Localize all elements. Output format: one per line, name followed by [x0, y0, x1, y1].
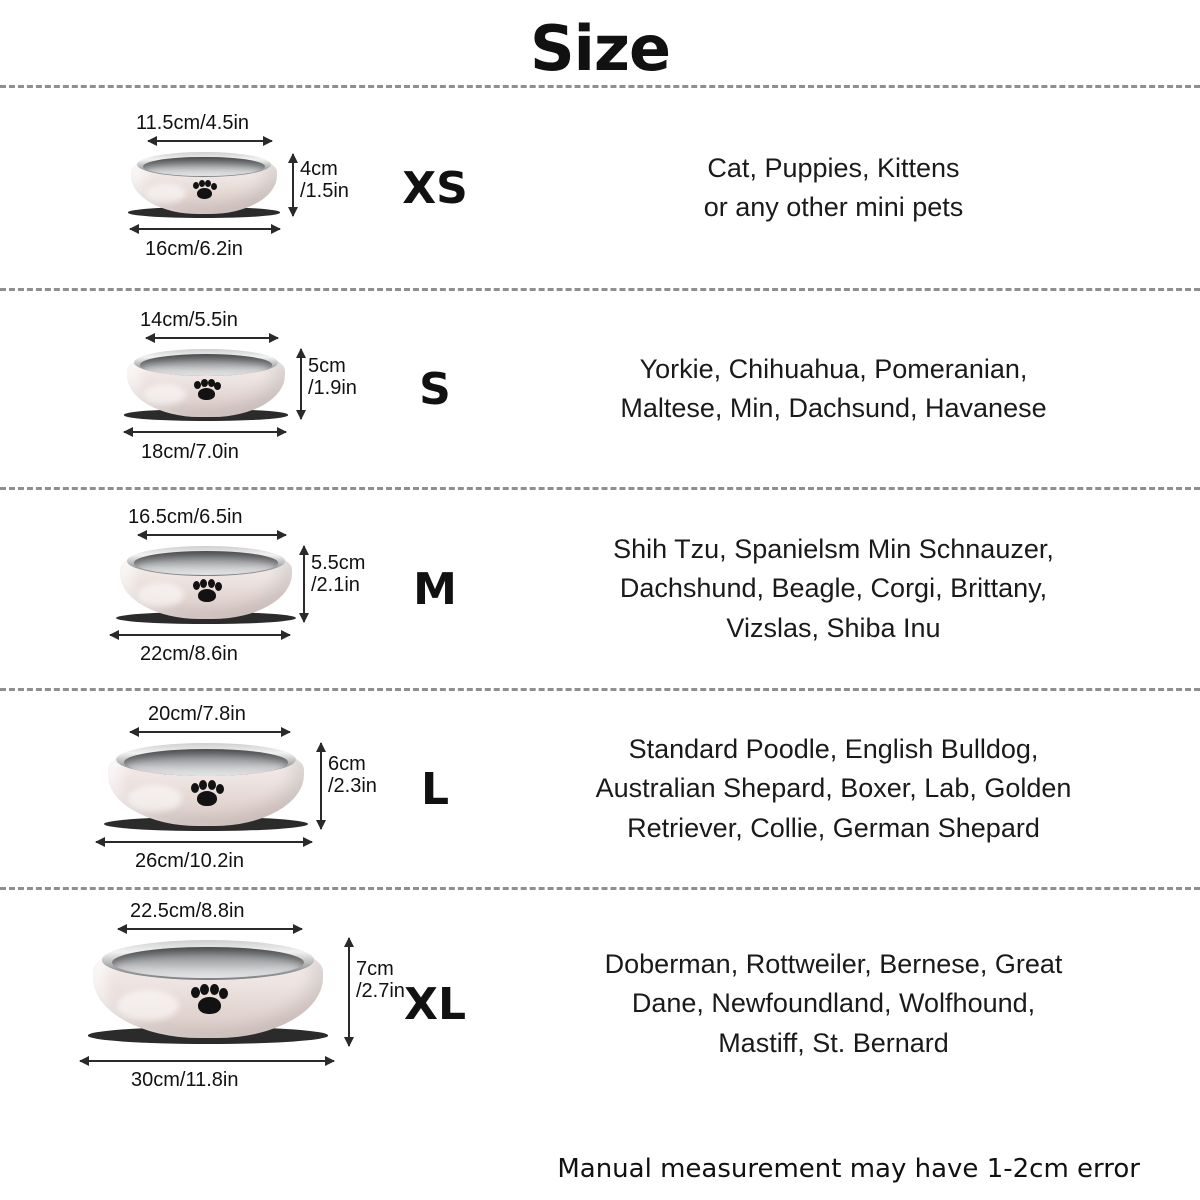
- dimension-arrow-bottom-width: [130, 228, 280, 230]
- size-row-s: [0, 291, 1200, 487]
- dimension-label-height: [300, 158, 349, 202]
- bowl-highlight: [138, 583, 185, 606]
- bowl-highlight: [117, 990, 179, 1021]
- dimension-label-height: [328, 753, 377, 797]
- height-in: /2.7in: [356, 980, 405, 1002]
- size-description-xs: [485, 149, 1200, 227]
- dimension-arrow-top-width: [118, 928, 302, 930]
- bowl-figure-xs: [0, 88, 385, 288]
- dimension-label-top-width: 16.5cm/6.5in: [128, 506, 243, 528]
- dimension-label-height: [356, 958, 405, 1002]
- bowl-illustration-s: [124, 349, 288, 421]
- bowl-highlight: [144, 384, 187, 406]
- dimension-label-top-width: 14cm/5.5in: [140, 309, 238, 331]
- size-row-xl: [0, 890, 1200, 1118]
- dimension-arrow-bottom-width: [110, 634, 290, 636]
- desc-line: Cat, Puppies, Kittens: [707, 152, 960, 183]
- dimension-arrow-height: [348, 938, 350, 1046]
- bowl-illustration-m: [116, 546, 296, 624]
- paw-print-icon: [189, 780, 223, 809]
- desc-line: Standard Poodle, English Bulldog,: [628, 734, 1039, 765]
- dimension-arrow-bottom-width: [124, 431, 286, 433]
- bowl-figure-l: [0, 691, 385, 887]
- dimension-label-bottom-width: 30cm/11.8in: [131, 1069, 239, 1091]
- desc-line: Australian Shepard, Boxer, Lab, Golden: [595, 773, 1072, 804]
- dimension-arrow-bottom-width: [80, 1060, 334, 1062]
- dimension-arrow-top-width: [138, 534, 286, 536]
- dimension-arrow-top-width: [146, 337, 278, 339]
- dimension-arrow-top-width: [148, 140, 272, 142]
- height-in: /1.9in: [308, 377, 357, 399]
- bowl-interior: [134, 551, 278, 574]
- dimension-arrow-top-width: [130, 731, 290, 733]
- paw-print-icon: [192, 379, 220, 403]
- paw-print-icon: [189, 984, 227, 1017]
- size-label-s: S: [419, 363, 451, 415]
- dimension-label-top-width: 22.5cm/8.8in: [130, 900, 245, 922]
- height-in: /1.5in: [300, 180, 349, 202]
- dimension-arrow-bottom-width: [96, 841, 312, 843]
- size-label-l: L: [420, 763, 450, 815]
- dimension-arrow-height: [320, 743, 322, 829]
- dimension-label-height: [311, 552, 365, 596]
- size-label-xs: XS: [402, 162, 468, 214]
- height-cm: 5.5cm: [311, 552, 366, 574]
- dimension-arrow-height: [292, 154, 294, 216]
- desc-line: Dane, Newfoundland, Wolfhound,: [631, 988, 1036, 1019]
- bowl-illustration-xs: [128, 152, 280, 218]
- desc-line: Yorkie, Chihuahua, Pomeranian,: [639, 353, 1028, 384]
- size-description-l: [485, 730, 1200, 847]
- size-description-xl: [485, 945, 1200, 1062]
- bowl-illustration-l: [104, 743, 308, 831]
- size-description-s: [485, 350, 1200, 428]
- bowl-interior: [124, 749, 287, 775]
- desc-line: Mastiff, St. Bernard: [718, 1027, 949, 1058]
- desc-line: Shih Tzu, Spanielsm Min Schnauzer,: [613, 534, 1054, 565]
- size-label-m: M: [413, 563, 457, 615]
- dimension-label-bottom-width: 18cm/7.0in: [141, 441, 239, 463]
- desc-line: Doberman, Rottweiler, Bernese, Great: [604, 949, 1063, 980]
- dimension-label-height: [308, 355, 357, 399]
- bowl-figure-m: [0, 490, 385, 688]
- dimension-arrow-height: [300, 349, 302, 419]
- dimension-label-top-width: 11.5cm/4.5in: [136, 112, 250, 134]
- footnote-measurement-error: Manual measurement may have 1-2cm error: [557, 1154, 1140, 1184]
- size-label-xl: XL: [404, 978, 466, 1030]
- dimension-label-top-width: 20cm/7.8in: [148, 703, 246, 725]
- dimension-label-bottom-width: 16cm/6.2in: [145, 238, 243, 260]
- height-cm: 5cm: [308, 355, 346, 377]
- desc-line: Dachshund, Beagle, Corgi, Brittany,: [619, 573, 1048, 604]
- bowl-interior: [140, 354, 271, 376]
- size-row-m: [0, 490, 1200, 688]
- paw-print-icon: [191, 180, 217, 202]
- height-cm: 6cm: [328, 753, 366, 775]
- height-cm: 4cm: [300, 158, 338, 180]
- desc-line: Maltese, Min, Dachsund, Havanese: [620, 393, 1047, 423]
- height-in: /2.1in: [311, 574, 360, 596]
- dimension-arrow-height: [303, 546, 305, 622]
- size-row-l: [0, 691, 1200, 887]
- size-row-xs: [0, 88, 1200, 288]
- desc-line: or any other mini pets: [703, 192, 964, 222]
- desc-line: Retriever, Collie, German Shepard: [627, 812, 1040, 843]
- height-cm: 7cm: [356, 958, 394, 980]
- bowl-interior: [143, 157, 265, 177]
- bowl-illustration-xl: [88, 940, 328, 1044]
- bowl-highlight: [146, 184, 186, 204]
- bowl-figure-xl: [0, 890, 405, 1118]
- desc-line: Vizslas, Shiba Inu: [726, 612, 941, 643]
- bowl-highlight: [128, 785, 181, 811]
- size-description-m: [485, 530, 1200, 647]
- height-in: /2.3in: [328, 775, 377, 797]
- bowl-figure-s: [0, 291, 385, 487]
- dimension-label-bottom-width: 26cm/10.2in: [135, 850, 244, 872]
- dimension-label-bottom-width: 22cm/8.6in: [140, 643, 238, 665]
- page-title: Size: [529, 12, 671, 85]
- paw-print-icon: [191, 579, 221, 605]
